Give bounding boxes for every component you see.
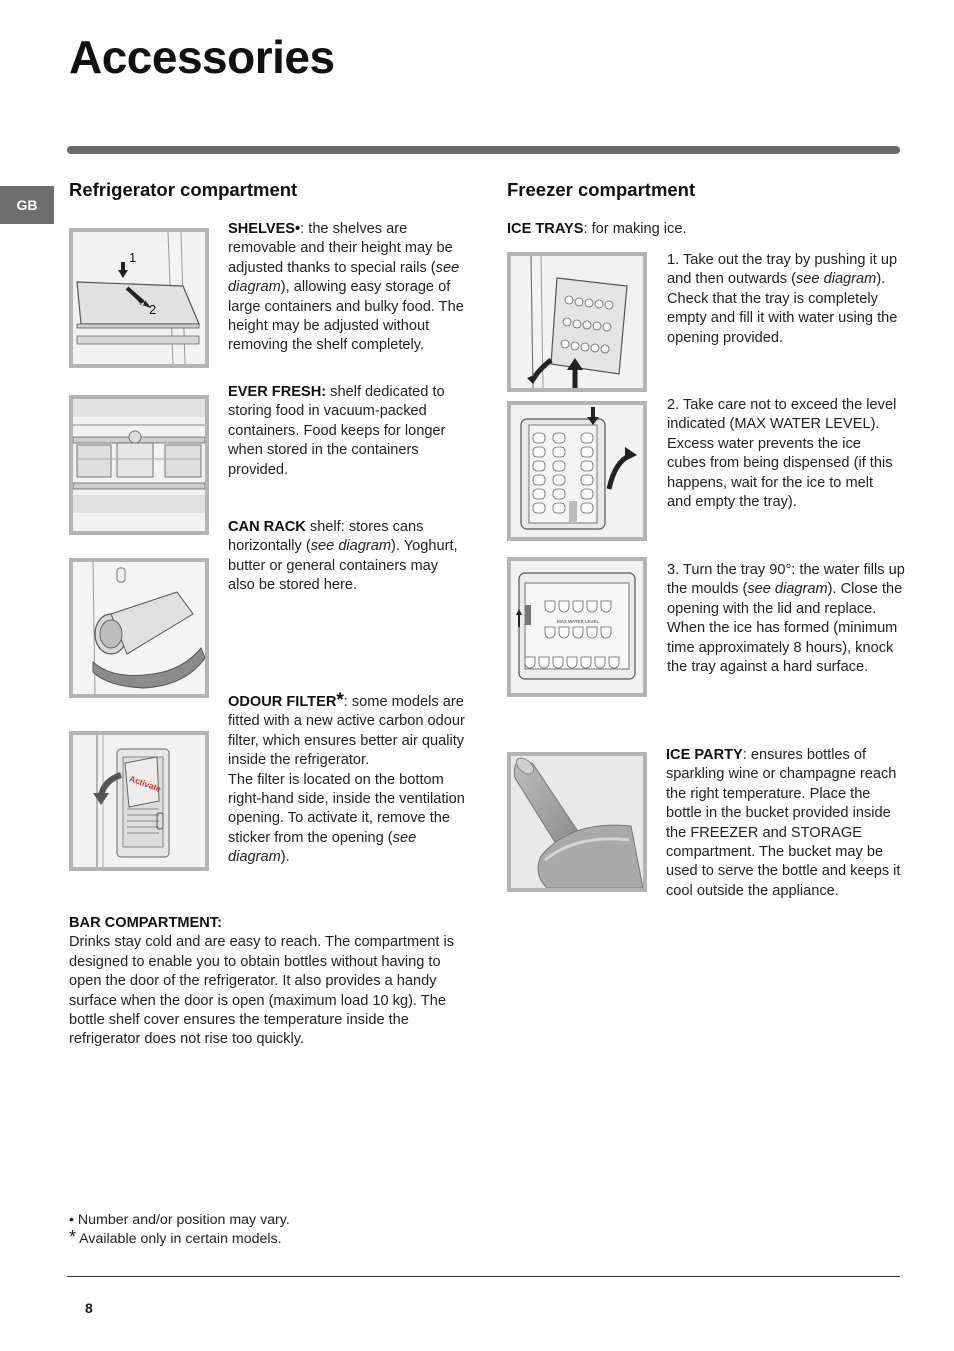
can-rack-text-b: ). Yoghurt, butter or general containers may also be stored here. (228, 538, 458, 594)
odour-filter-see-diagram: see diagram (228, 829, 417, 866)
language-tab: GB (0, 186, 54, 224)
step1-text-a: 1. Take out the tray by pushing it up and then outwards ( (667, 252, 898, 288)
shelves-text-b: ), allowing easy storage of large containers and bulky food. The height may be adjusted without removing the shelf completely. (228, 279, 464, 354)
ice-trays-description (507, 220, 897, 239)
odour-filter-text-c: ). (280, 849, 290, 866)
ice-tray-step1-text (667, 251, 899, 348)
odour-filter-description (228, 691, 468, 868)
step1-text-b: ). (876, 271, 886, 288)
page-number: 8 (85, 1300, 93, 1316)
shelves-step-2: 2 (149, 302, 157, 317)
max-water-level-label: MAX WATER LEVEL (557, 619, 600, 624)
freezer-heading: Freezer compartment (507, 179, 696, 200)
bar-compartment-label: BAR COMPARTMENT: (69, 915, 222, 931)
ever-fresh-text: shelf dedicated to storing food in vacuum-packed containers. Food keeps for longer when stored in the containers provided. (228, 384, 446, 478)
shelves-figure (69, 228, 209, 368)
odour-filter-asterisk: * (336, 690, 344, 711)
step3-text-a: 3. Turn the tray 90°: the water fills up the moulds ( (667, 562, 905, 598)
ice-party-text: : ensures bottles of sparkling wine or champagne reach the right temperature. Place the bottle in the bucket provided inside the FREEZER and STORAGE compartment. The bucket may be used to serve the bottle and keeps it cool outside the appliance. (666, 747, 901, 899)
odour-filter-text-a: : some models are fitted with a new active carbon odour filter, which ensures better air quality inside the refrigerator. (228, 694, 465, 769)
can-rack-text-a: shelf: stores cans horizontally ( (228, 519, 424, 555)
footnote-asterisk: * (69, 1227, 77, 1247)
step3-text-b: ). Close the opening with the lid and replace. When the ice has formed (minimum time approximately 8 hours), knock the tray against a hard surface. (667, 581, 903, 676)
ice-tray-step3-figure (507, 557, 647, 697)
activate-sticker-label: Activate (127, 773, 163, 795)
bar-compartment-text: Drinks stay cold and are easy to reach. The compartment is designed to enable you to obtain bottles without having to open the door of the refrigerator. It also provides a handy surface when the door is open (maximum load 10 kg). The bottle shelf cover ensures the temperature inside the refrigerator does not rise too quickly. (69, 934, 455, 1048)
footnote-availability (69, 1227, 489, 1249)
step2-text: 2. Take care not to exceed the level indicated (MAX WATER LEVEL). Excess water prevents the ice cubes from being dispensed (if this happens, wait for the ice to melt and empty the tray). (667, 397, 897, 511)
step1-text-c: Check that the tray is completely empty and fill it with water using the opening provided. (667, 290, 898, 346)
odour-filter-text-b: The filter is located on the bottom right-hand side, inside the ventilation opening. To activate it, remove the sticker from the opening ( (228, 771, 465, 846)
shelves-label: SHELVES• (228, 221, 301, 237)
ice-party-figure (507, 752, 647, 892)
ever-fresh-label: EVER FRESH: (228, 384, 327, 400)
bar-compartment-description (69, 914, 469, 1050)
step1-see-diagram: see diagram (796, 271, 877, 288)
refrigerator-heading: Refrigerator compartment (69, 179, 298, 200)
ever-fresh-figure (69, 395, 209, 535)
ice-tray-step2-figure (507, 401, 647, 541)
footnote-position: • Number and/or position may vary. (69, 1212, 290, 1228)
header-rule (67, 146, 900, 154)
odour-filter-label: ODOUR FILTER (228, 694, 337, 710)
footer-rule (67, 1276, 900, 1277)
ice-party-description (666, 746, 906, 901)
ice-trays-text: : for making ice. (583, 221, 687, 237)
ever-fresh-description (228, 383, 468, 480)
ice-trays-label: ICE TRAYS (507, 221, 584, 237)
can-rack-label: CAN RACK (228, 519, 306, 535)
page-title: Accessories (69, 31, 335, 83)
ice-tray-step1-figure (507, 252, 647, 392)
ice-tray-step3-text (667, 561, 907, 677)
odour-filter-figure (69, 731, 209, 871)
ice-party-label: ICE PARTY (666, 747, 743, 763)
footnote-availability-text: Available only in certain models. (76, 1231, 282, 1247)
shelves-step-1: 1 (129, 250, 137, 265)
can-rack-see-diagram: see diagram (310, 538, 392, 555)
ice-tray-step2-text (667, 396, 899, 512)
can-rack-description (228, 518, 468, 596)
shelves-description (228, 220, 468, 356)
step3-see-diagram: see diagram (747, 581, 828, 598)
shelves-see-diagram: see diagram (228, 259, 460, 296)
can-rack-figure (69, 558, 209, 698)
shelves-text-a: : the shelves are removable and their height may be adjusted thanks to special rails ( (228, 221, 453, 276)
